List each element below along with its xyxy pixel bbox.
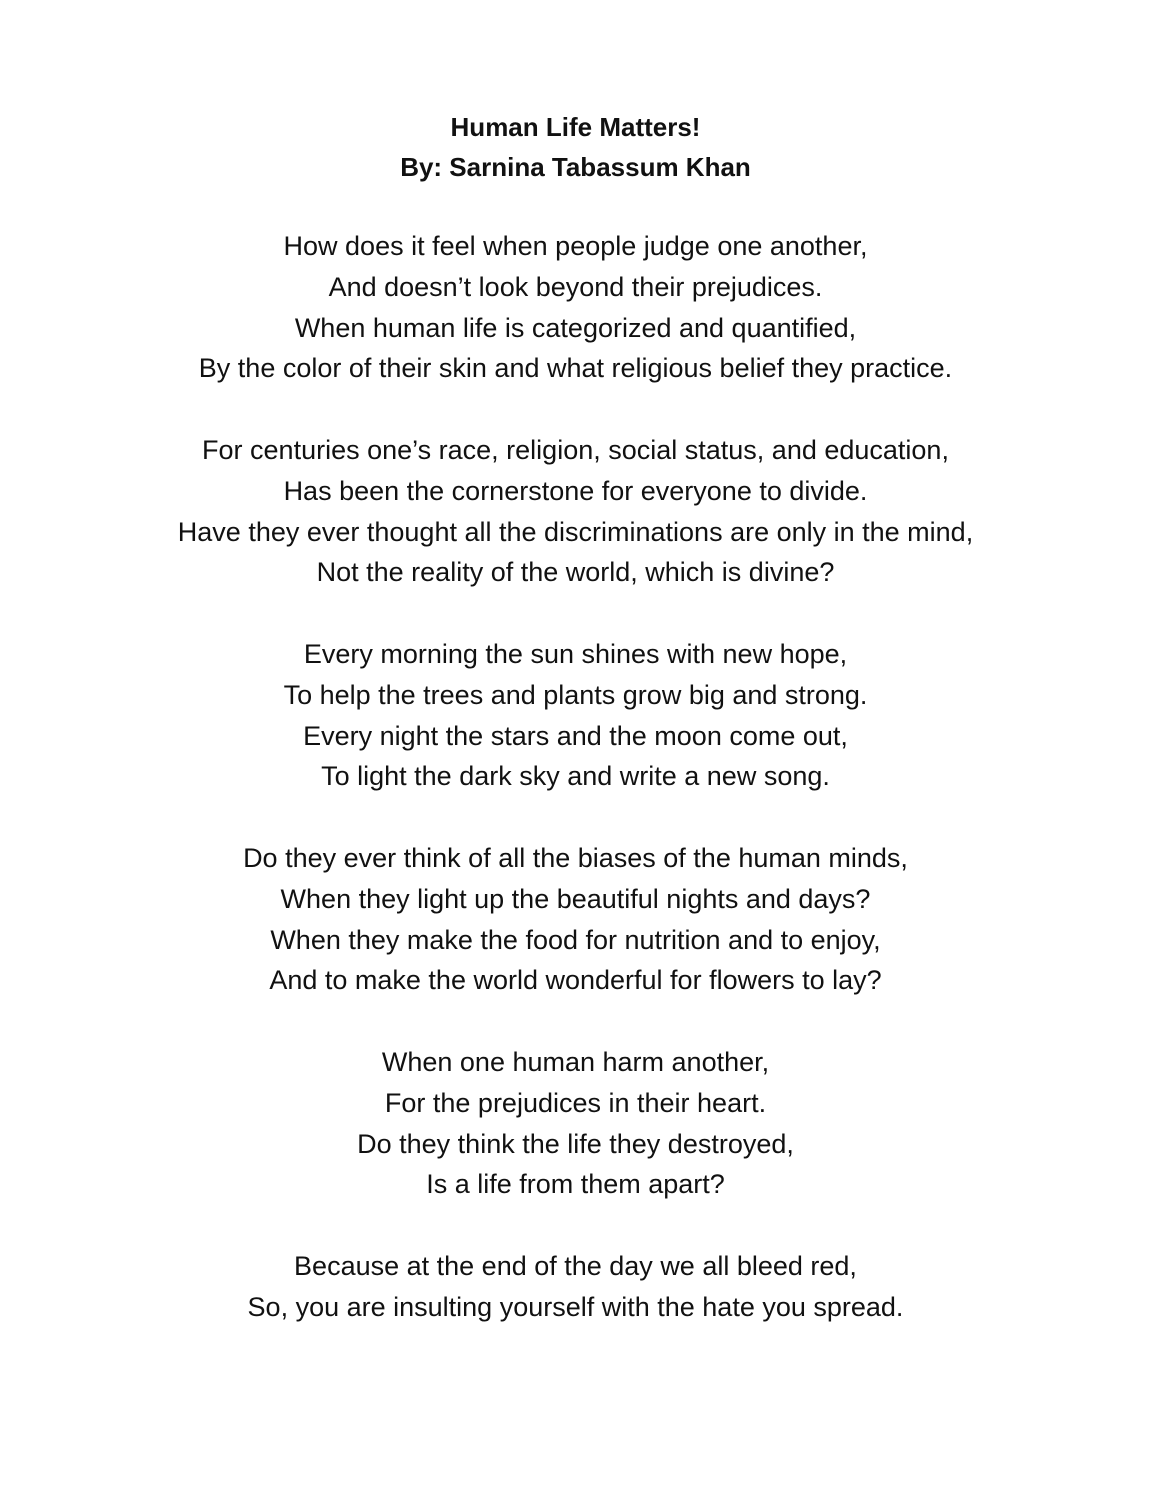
poem-line: Not the reality of the world, which is divine?: [316, 557, 835, 588]
poem-byline: By: Sarnina Tabassum Khan: [400, 152, 751, 182]
poem-line: When human life is categorized and quantified,: [294, 312, 857, 343]
poem-line: Every morning the sun shines with new hope,: [303, 638, 848, 669]
poem-line: Do they think the life they destroyed,: [357, 1128, 794, 1159]
poem-line: Do they ever think of all the biases of the human minds,: [243, 842, 908, 873]
title-block: [0, 107, 1151, 187]
poem-line: For centuries one’s race, religion, social status, and education,: [202, 434, 949, 465]
poem-line: Is a life from them apart?: [426, 1169, 725, 1200]
poem-line: When one human harm another,: [381, 1046, 770, 1077]
poem-line: And to make the world wonderful for flowers to lay?: [269, 965, 882, 996]
stanza-6: [0, 1246, 1151, 1328]
poem-line: When they make the food for nutrition and to enjoy,: [270, 924, 881, 955]
poem-line: So, you are insulting yourself with the hate you spread.: [247, 1291, 904, 1322]
stanza-2: [0, 430, 1151, 593]
stanza-4: [0, 838, 1151, 1001]
poem-line: Has been the cornerstone for everyone to divide.: [283, 475, 868, 506]
poem-line: Because at the end of the day we all bleed red,: [294, 1250, 857, 1281]
poem-line: To light the dark sky and write a new song.: [321, 761, 830, 792]
poem-line: When they light up the beautiful nights and days?: [280, 883, 871, 914]
poem-line: By the color of their skin and what religious belief they practice.: [198, 353, 953, 384]
stanza-5: [0, 1042, 1151, 1205]
poem-title: Human Life Matters!: [450, 112, 701, 142]
poem-line: How does it feel when people judge one another,: [283, 231, 868, 261]
poem-line: Every night the stars and the moon come out,: [303, 720, 848, 751]
poem-body: [0, 226, 1151, 1328]
stanza-3: [0, 634, 1151, 797]
poem-line: To help the trees and plants grow big and strong.: [283, 679, 868, 710]
poem-line: Have they ever thought all the discriminations are only in the mind,: [177, 516, 974, 547]
stanza-1: [0, 226, 1151, 389]
poem-line: And doesn’t look beyond their prejudices.: [328, 271, 823, 302]
poem-line: For the prejudices in their heart.: [384, 1087, 767, 1118]
